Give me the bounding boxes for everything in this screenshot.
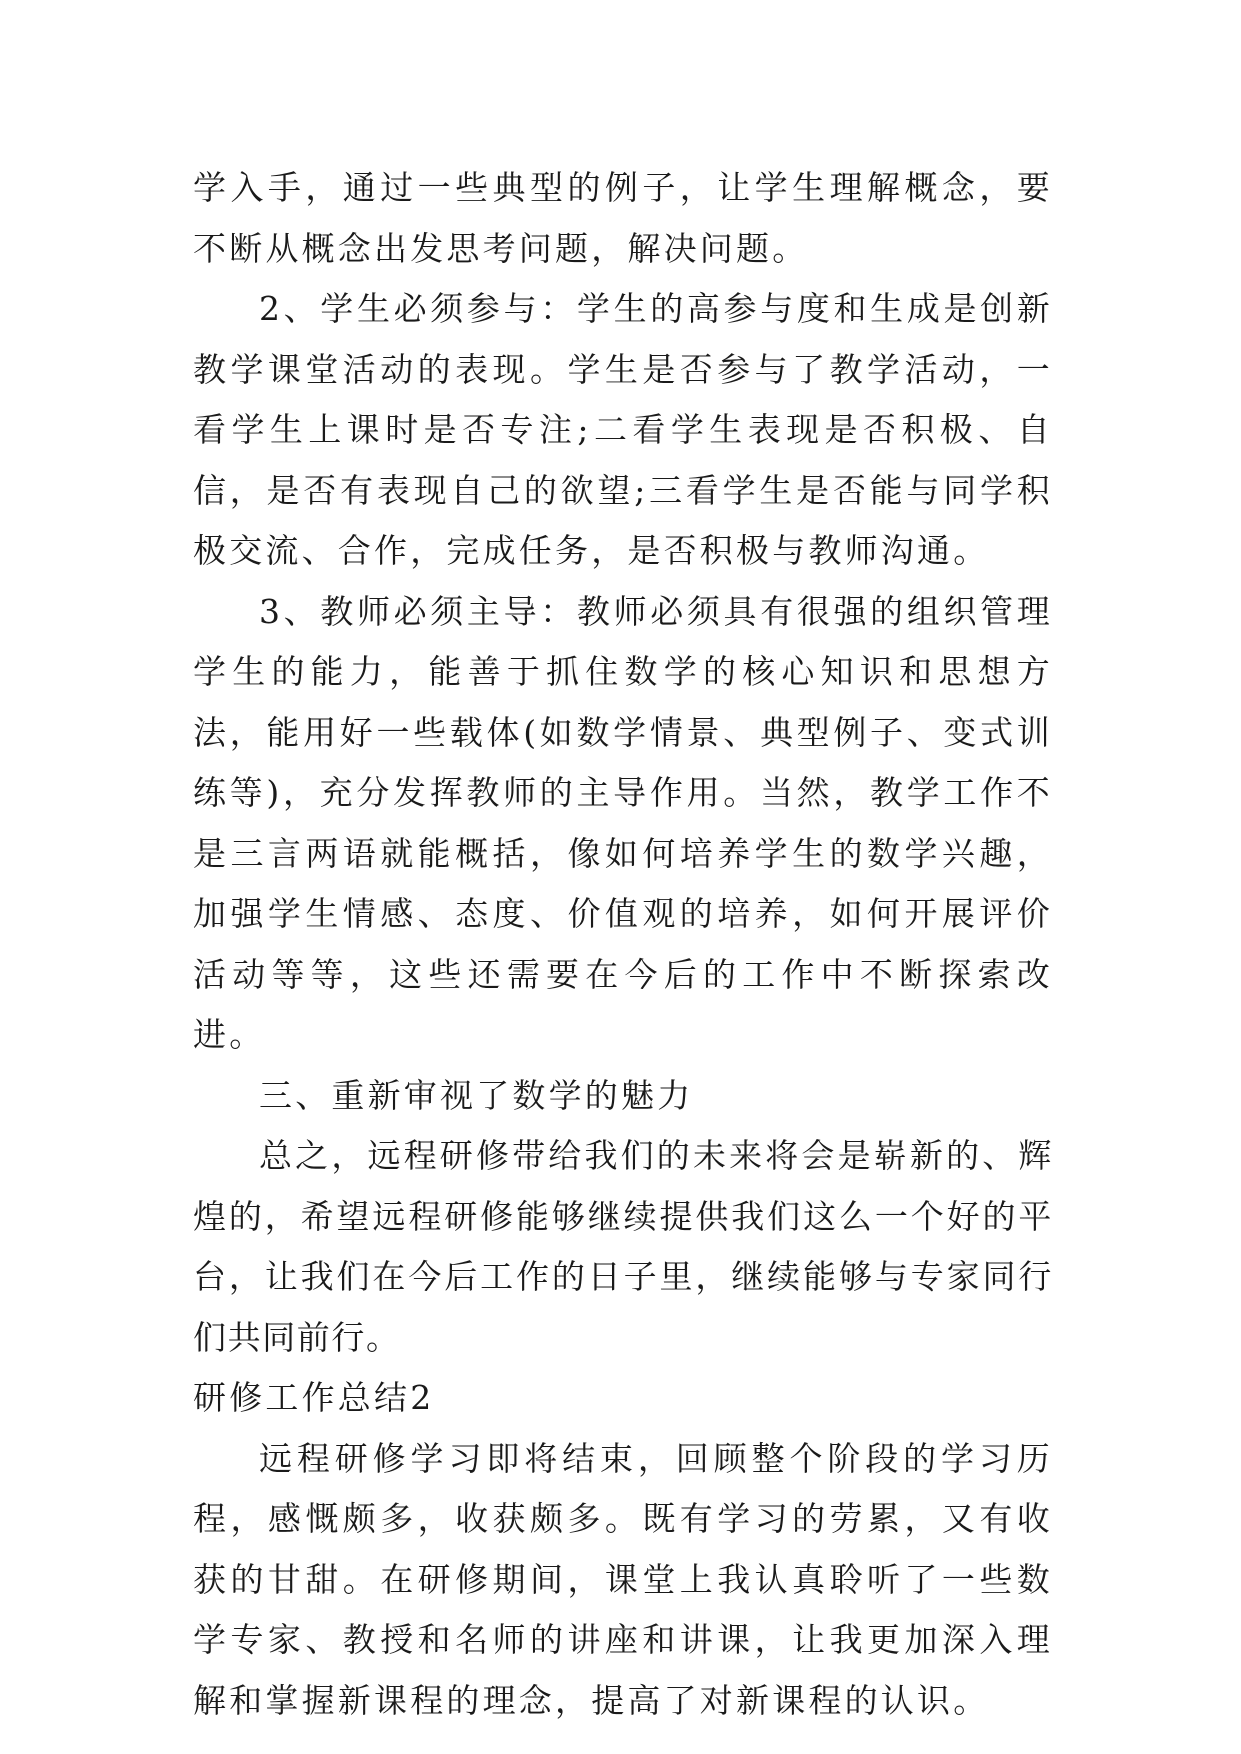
paragraph-summary-2-intro: 远程研修学习即将结束，回顾整个阶段的学习历程，感慨颇多，收获颇多。既有学习的劳累，又有收获的甘甜。在研修期间，课堂上我认真聆听了一些数学专家、教授和名师的讲座和讲课，让我更加深入理解和掌握新课程的理念，提高了对新课程的认识。	[193, 1438, 1053, 1720]
document-body	[193, 158, 1053, 1731]
paragraph-student-participation: 2、学生必须参与：学生的高参与度和生成是创新教学课堂活动的表现。学生是否参与了教学活动，一看学生上课时是否专注;二看学生表现是否积极、自信，是否有表现自己的欲望;三看学生是否能与同学积极交流、合作，完成任务，是否积极与教师沟通。	[193, 289, 1053, 570]
document-title-summary-2: 研修工作总结2	[193, 1378, 435, 1417]
section-heading-math-charm: 三、重新审视了数学的魅力	[259, 1075, 694, 1115]
paragraph-conclusion: 总之，远程研修带给我们的未来将会是崭新的、辉煌的，希望远程研修能够继续提供我们这么一个好的平台，让我们在今后工作的日子里，继续能够与专家同行们共同前行。	[193, 1136, 1053, 1357]
paragraph-teacher-guidance: 3、教师必须主导：教师必须具有很强的组织管理学生的能力，能善于抓住数学的核心知识和思想方法，能用好一些载体(如数学情景、典型例子、变式训练等)，充分发挥教师的主导作用。当然，教学工作不是三言两语就能概括，像如何培养学生的数学兴趣，加强学生情感、态度、价值观的培养，如何开展评价活动等等，这些还需要在今后的工作中不断探索改进。	[193, 591, 1053, 1054]
paragraph-continuation: 学入手，通过一些典型的例子，让学生理解概念，要不断从概念出发思考问题，解决问题。	[193, 168, 1053, 268]
